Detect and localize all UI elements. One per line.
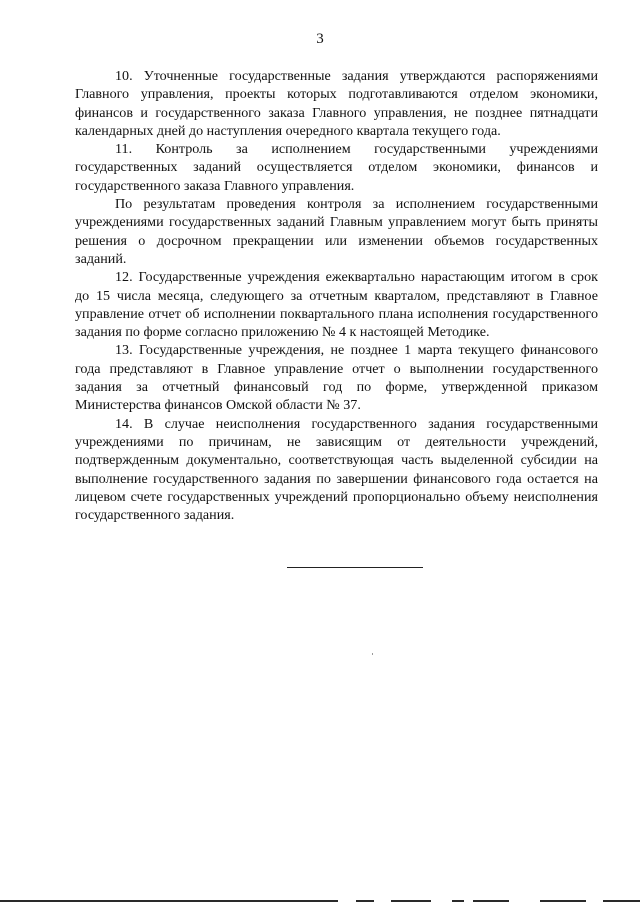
paragraph-12-quarterly-report: 12. Государственные учреждения ежеквартально нарастающим итогом в срок до 15 числа месяца, следующего за отчетным кварталом, представляют в Главное управление отчет об исполнении поквартального плана исполнения государственного задания по форме согласно приложению № 4 к настоящей Методике. <box>75 269 598 341</box>
paragraph-10-approval-of-tasks: 10. Уточненные государственные задания утверждаются распоряжениями Главного управления, проекты которых подготавливаются отделом экономики, финансов и государственного заказа Главного управления, не позднее пятнадцати календарных дней до наступления очередного квартала текущего года. <box>75 68 598 139</box>
paragraph-13-annual-report: 13. Государственные учреждения, не позднее 1 марта текущего финансового года представляют в Главное управление отчет о выполнении государственного задания за отчетный финансовый год по форме, утвержденной приказом Министерства финансов Омской области № 37. <box>75 342 598 414</box>
scan-artifact <box>372 653 373 655</box>
paragraph-control-results: По результатам проведения контроля за исполнением государственными учреждениями государственных заданий Главным управлением могут быть приняты решения о досрочном прекращении или изменении объемов государственных заданий. <box>75 196 598 267</box>
end-of-text-rule <box>287 567 423 568</box>
page-number: 3 <box>316 31 324 47</box>
paragraph-11-control: 11. Контроль за исполнением государственными учреждениями государственных заданий осуществляется отделом экономики, финансов и государственного заказа Главного управления. <box>75 141 598 194</box>
scan-bottom-edge <box>0 896 640 905</box>
paragraph-14-non-fulfillment: 14. В случае неисполнения государственного задания государственными учреждениями по причинам, не зависящим от деятельности учреждений, подтвержденным документально, соответствующая часть выделенной субсидии на выполнение государственного задания по завершении финансового года остается на лицевом счете государственных учреждений пропорционально объему неисполнения государственного задания. <box>75 415 598 524</box>
document-body <box>75 67 598 524</box>
